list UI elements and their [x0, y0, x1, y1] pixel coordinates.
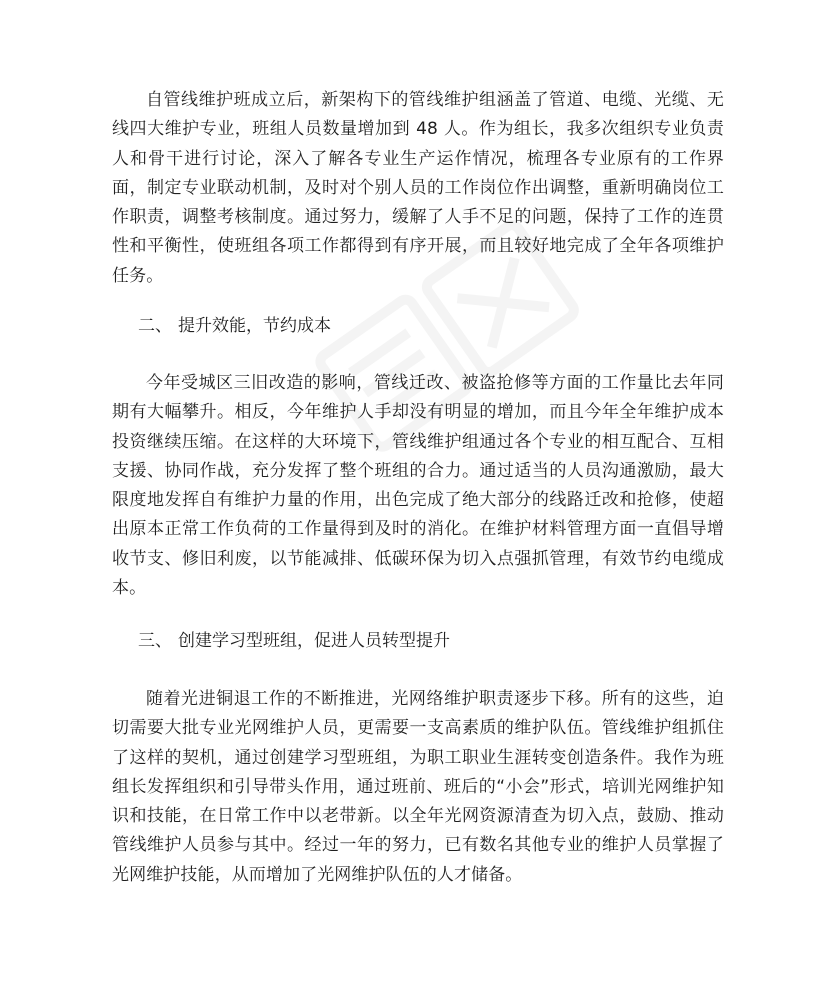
- section-title: 创建学习型班组，促进人员转型提升: [178, 631, 450, 651]
- paragraph-team-structure: 自管线维护班成立后，新架构下的管线维护组涵盖了管道、电缆、光缆、无线四大维护专业，班组人员数量增加到 48 人。作为组长，我多次组织专业负责人和骨干进行讨论，深入了解各专业生产运作情况，梳理各专业原有的工作界面，制定专业联动机制，及时对个别人员的工作岗位作出调整，重新明确岗位工作职责，调整考核制度。通过努力，缓解了人手不足的问题，保持了工作的连贯性和平衡性，使班组各项工作都得到有序开展，而且较好地完成了全年各项维护任务。: [112, 90, 724, 286]
- section-heading-2: [138, 314, 331, 338]
- section-heading-3: [138, 629, 450, 653]
- section-number: 三、: [138, 631, 172, 651]
- paragraph-efficiency-cost: 今年受城区三旧改造的影响，管线迁改、被盗抢修等方面的工作量比去年同期有大幅攀升。相反，今年维护人手却没有明显的增加，而且今年全年维护成本投资继续压缩。在这样的大环境下，管线维护组通过各个专业的相互配合、互相支援、协同作战，充分发挥了整个班组的合力。通过适当的人员沟通激励，最大限度地发挥自有维护力量的作用，出色完成了绝大部分的线路迁改和抢修，使超出原本正常工作负荷的工作量得到及时的消化。在维护材料管理方面一直倡导增收节支、修旧利废，以节能减排、低碳环保为切入点强抓管理，有效节约电缆成本。: [112, 373, 724, 599]
- section-number: 二、: [138, 316, 172, 336]
- section-title: 提升效能，节约成本: [178, 316, 331, 336]
- paragraph-learning-team: 随着光进铜退工作的不断推进，光网络维护职责逐步下移。所有的这些，迫切需要大批专业光网维护人员，更需要一支高素质的维护队伍。管线维护组抓住了这样的契机，通过创建学习型班组，为职工职业生涯转变创造条件。我作为班组长发挥组织和引导带头作用，通过班前、班后的“小会”形式，培训光网维护知识和技能，在日常工作中以老带新。以全年光网资源清查为切入点，鼓励、推动管线维护人员参与其中。经过一年的努力，已有数名其他专业的维护人员掌握了光网维护技能，从而增加了光网维护队伍的人才储备。: [112, 689, 724, 885]
